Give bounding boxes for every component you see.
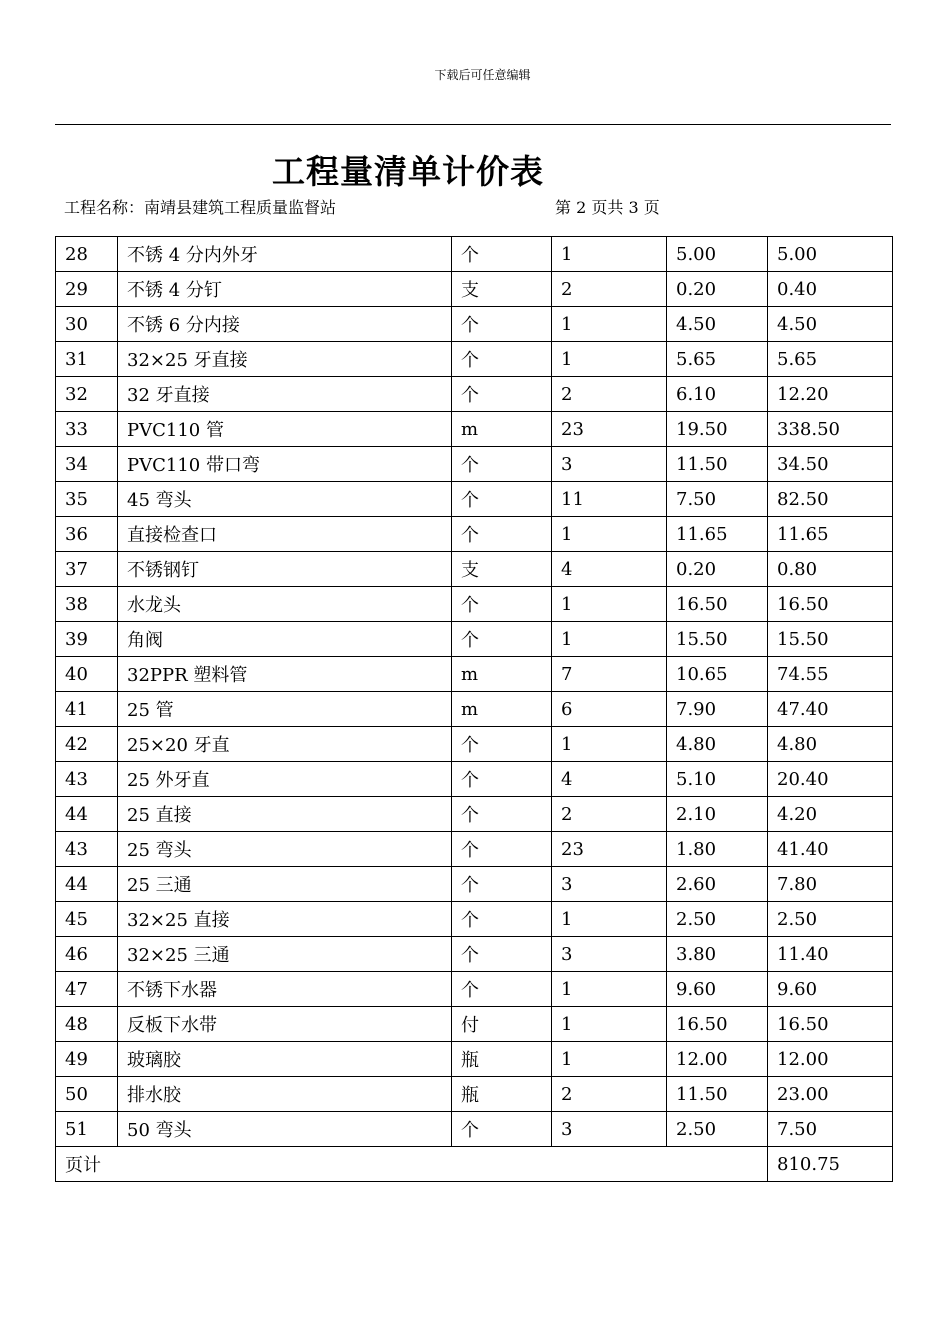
cell-unit-price: 2.50 [667, 1112, 768, 1147]
cell-amount: 16.50 [768, 587, 893, 622]
cell-amount: 15.50 [768, 622, 893, 657]
cell-item-name: 排水胶 [118, 1077, 452, 1112]
cell-amount: 41.40 [768, 832, 893, 867]
cell-unit-price: 7.50 [667, 482, 768, 517]
cell-item-name: 25 管 [118, 692, 452, 727]
cell-item-name: 不锈 4 分内外牙 [118, 237, 452, 272]
table-row [56, 797, 893, 832]
table-row [56, 902, 893, 937]
cell-index: 35 [56, 482, 118, 517]
cell-item-name: 直接检查口 [118, 517, 452, 552]
table-row [56, 1112, 893, 1147]
cell-item-name: 25 直接 [118, 797, 452, 832]
table-row [56, 937, 893, 972]
cell-index: 42 [56, 727, 118, 762]
cell-item-name: 32×25 牙直接 [118, 342, 452, 377]
table-row [56, 762, 893, 797]
cell-index: 45 [56, 902, 118, 937]
cell-index: 38 [56, 587, 118, 622]
cell-unit-price: 2.10 [667, 797, 768, 832]
cell-unit: 支 [452, 272, 552, 307]
cell-index: 43 [56, 762, 118, 797]
cell-quantity: 3 [552, 447, 667, 482]
cell-unit-price: 1.80 [667, 832, 768, 867]
cell-index: 51 [56, 1112, 118, 1147]
cell-item-name: 25 弯头 [118, 832, 452, 867]
cell-unit-price: 2.60 [667, 867, 768, 902]
table-row [56, 377, 893, 412]
cell-item-name: 玻璃胶 [118, 1042, 452, 1077]
cell-quantity: 2 [552, 377, 667, 412]
cell-unit-price: 0.20 [667, 272, 768, 307]
header-rule [55, 124, 891, 125]
table-row [56, 447, 893, 482]
project-name: 工程名称：南靖县建筑工程质量监督站 [64, 198, 337, 217]
cell-index: 41 [56, 692, 118, 727]
cell-unit-price: 10.65 [667, 657, 768, 692]
cell-unit-price: 4.50 [667, 307, 768, 342]
cell-index: 33 [56, 412, 118, 447]
cell-amount: 20.40 [768, 762, 893, 797]
cell-amount: 4.20 [768, 797, 893, 832]
cell-quantity: 2 [552, 797, 667, 832]
cell-index: 44 [56, 797, 118, 832]
cell-index: 40 [56, 657, 118, 692]
cell-quantity: 1 [552, 1042, 667, 1077]
cell-unit-price: 11.50 [667, 447, 768, 482]
cell-index: 29 [56, 272, 118, 307]
cell-index: 39 [56, 622, 118, 657]
cell-index: 32 [56, 377, 118, 412]
quantity-table [55, 236, 893, 1182]
cell-unit-price: 4.80 [667, 727, 768, 762]
page-total-row [56, 1147, 893, 1182]
cell-amount: 12.00 [768, 1042, 893, 1077]
cell-amount: 5.00 [768, 237, 893, 272]
cell-quantity: 11 [552, 482, 667, 517]
table-row [56, 237, 893, 272]
cell-amount: 4.80 [768, 727, 893, 762]
cell-unit: 个 [452, 517, 552, 552]
cell-amount: 9.60 [768, 972, 893, 1007]
cell-unit: 个 [452, 1112, 552, 1147]
table-row [56, 517, 893, 552]
cell-quantity: 23 [552, 412, 667, 447]
cell-index: 28 [56, 237, 118, 272]
cell-item-name: 不锈 6 分内接 [118, 307, 452, 342]
table-row [56, 272, 893, 307]
cell-item-name: 32 牙直接 [118, 377, 452, 412]
cell-index: 34 [56, 447, 118, 482]
table-row [56, 692, 893, 727]
cell-unit: 个 [452, 902, 552, 937]
cell-unit-price: 5.00 [667, 237, 768, 272]
cell-item-name: 不锈钢钉 [118, 552, 452, 587]
cell-quantity: 4 [552, 762, 667, 797]
header-note: 下载后可任意编辑 [434, 68, 531, 82]
cell-index: 49 [56, 1042, 118, 1077]
cell-index: 46 [56, 937, 118, 972]
page-total-value: 810.75 [768, 1147, 893, 1182]
cell-unit-price: 11.65 [667, 517, 768, 552]
table-row [56, 552, 893, 587]
cell-index: 30 [56, 307, 118, 342]
cell-unit-price: 5.10 [667, 762, 768, 797]
cell-amount: 12.20 [768, 377, 893, 412]
cell-unit: 瓶 [452, 1077, 552, 1112]
table-row [56, 1077, 893, 1112]
cell-quantity: 2 [552, 1077, 667, 1112]
cell-amount: 7.80 [768, 867, 893, 902]
cell-unit-price: 7.90 [667, 692, 768, 727]
cell-quantity: 1 [552, 972, 667, 1007]
table-row [56, 412, 893, 447]
cell-amount: 23.00 [768, 1077, 893, 1112]
cell-item-name: 角阀 [118, 622, 452, 657]
cell-item-name: 不锈 4 分钉 [118, 272, 452, 307]
cell-item-name: 25×20 牙直 [118, 727, 452, 762]
table-row [56, 832, 893, 867]
cell-quantity: 1 [552, 517, 667, 552]
table-row [56, 972, 893, 1007]
table-row [56, 727, 893, 762]
cell-quantity: 1 [552, 307, 667, 342]
cell-unit-price: 6.10 [667, 377, 768, 412]
cell-unit: 瓶 [452, 1042, 552, 1077]
cell-quantity: 3 [552, 937, 667, 972]
cell-item-name: 反板下水带 [118, 1007, 452, 1042]
cell-unit-price: 2.50 [667, 902, 768, 937]
cell-quantity: 3 [552, 867, 667, 902]
table-row [56, 342, 893, 377]
cell-unit: 个 [452, 972, 552, 1007]
cell-unit: m [452, 412, 552, 447]
table-row [56, 622, 893, 657]
cell-index: 47 [56, 972, 118, 1007]
table-row [56, 867, 893, 902]
cell-unit: m [452, 692, 552, 727]
cell-unit-price: 16.50 [667, 1007, 768, 1042]
cell-quantity: 7 [552, 657, 667, 692]
cell-item-name: 32PPR 塑料管 [118, 657, 452, 692]
cell-quantity: 2 [552, 272, 667, 307]
table-row [56, 1007, 893, 1042]
cell-unit: 个 [452, 867, 552, 902]
cell-amount: 0.40 [768, 272, 893, 307]
cell-unit: 个 [452, 342, 552, 377]
cell-unit: 个 [452, 937, 552, 972]
cell-item-name: 不锈下水器 [118, 972, 452, 1007]
cell-unit: 个 [452, 377, 552, 412]
cell-index: 50 [56, 1077, 118, 1112]
cell-index: 43 [56, 832, 118, 867]
cell-item-name: PVC110 管 [118, 412, 452, 447]
cell-quantity: 1 [552, 342, 667, 377]
cell-amount: 82.50 [768, 482, 893, 517]
cell-quantity: 1 [552, 622, 667, 657]
table-row [56, 1042, 893, 1077]
cell-unit: 个 [452, 797, 552, 832]
cell-amount: 2.50 [768, 902, 893, 937]
cell-amount: 4.50 [768, 307, 893, 342]
cell-amount: 5.65 [768, 342, 893, 377]
cell-unit-price: 3.80 [667, 937, 768, 972]
cell-quantity: 1 [552, 727, 667, 762]
cell-amount: 338.50 [768, 412, 893, 447]
cell-amount: 11.40 [768, 937, 893, 972]
cell-unit: 个 [452, 832, 552, 867]
cell-unit: 个 [452, 307, 552, 342]
cell-index: 37 [56, 552, 118, 587]
cell-unit: 个 [452, 587, 552, 622]
cell-unit: 个 [452, 727, 552, 762]
cell-quantity: 4 [552, 552, 667, 587]
table-row [56, 587, 893, 622]
cell-index: 31 [56, 342, 118, 377]
cell-unit: 个 [452, 482, 552, 517]
table-row [56, 657, 893, 692]
cell-unit-price: 12.00 [667, 1042, 768, 1077]
cell-index: 44 [56, 867, 118, 902]
cell-item-name: 25 外牙直 [118, 762, 452, 797]
cell-amount: 34.50 [768, 447, 893, 482]
cell-item-name: 32×25 三通 [118, 937, 452, 972]
cell-unit: 个 [452, 447, 552, 482]
table-row [56, 307, 893, 342]
cell-quantity: 6 [552, 692, 667, 727]
cell-unit-price: 15.50 [667, 622, 768, 657]
cell-unit-price: 0.20 [667, 552, 768, 587]
cell-item-name: 32×25 直接 [118, 902, 452, 937]
cell-quantity: 1 [552, 902, 667, 937]
cell-unit: 个 [452, 237, 552, 272]
cell-item-name: 水龙头 [118, 587, 452, 622]
cell-unit-price: 19.50 [667, 412, 768, 447]
cell-unit: m [452, 657, 552, 692]
cell-index: 36 [56, 517, 118, 552]
cell-quantity: 3 [552, 1112, 667, 1147]
table-row [56, 482, 893, 517]
cell-amount: 11.65 [768, 517, 893, 552]
page-info: 第 2 页共 3 页 [555, 198, 660, 217]
cell-amount: 7.50 [768, 1112, 893, 1147]
cell-item-name: PVC110 带口弯 [118, 447, 452, 482]
cell-quantity: 1 [552, 1007, 667, 1042]
cell-quantity: 23 [552, 832, 667, 867]
table-body [56, 237, 893, 1147]
cell-amount: 74.55 [768, 657, 893, 692]
cell-unit-price: 16.50 [667, 587, 768, 622]
cell-unit: 付 [452, 1007, 552, 1042]
cell-amount: 16.50 [768, 1007, 893, 1042]
page-title: 工程量清单计价表 [272, 152, 544, 191]
cell-item-name: 45 弯头 [118, 482, 452, 517]
cell-unit: 个 [452, 762, 552, 797]
cell-amount: 47.40 [768, 692, 893, 727]
cell-item-name: 50 弯头 [118, 1112, 452, 1147]
cell-quantity: 1 [552, 237, 667, 272]
cell-item-name: 25 三通 [118, 867, 452, 902]
cell-amount: 0.80 [768, 552, 893, 587]
cell-quantity: 1 [552, 587, 667, 622]
cell-index: 48 [56, 1007, 118, 1042]
cell-unit-price: 9.60 [667, 972, 768, 1007]
cell-unit: 个 [452, 622, 552, 657]
cell-unit: 支 [452, 552, 552, 587]
page-total-label: 页计 [56, 1147, 768, 1182]
cell-unit-price: 5.65 [667, 342, 768, 377]
cell-unit-price: 11.50 [667, 1077, 768, 1112]
